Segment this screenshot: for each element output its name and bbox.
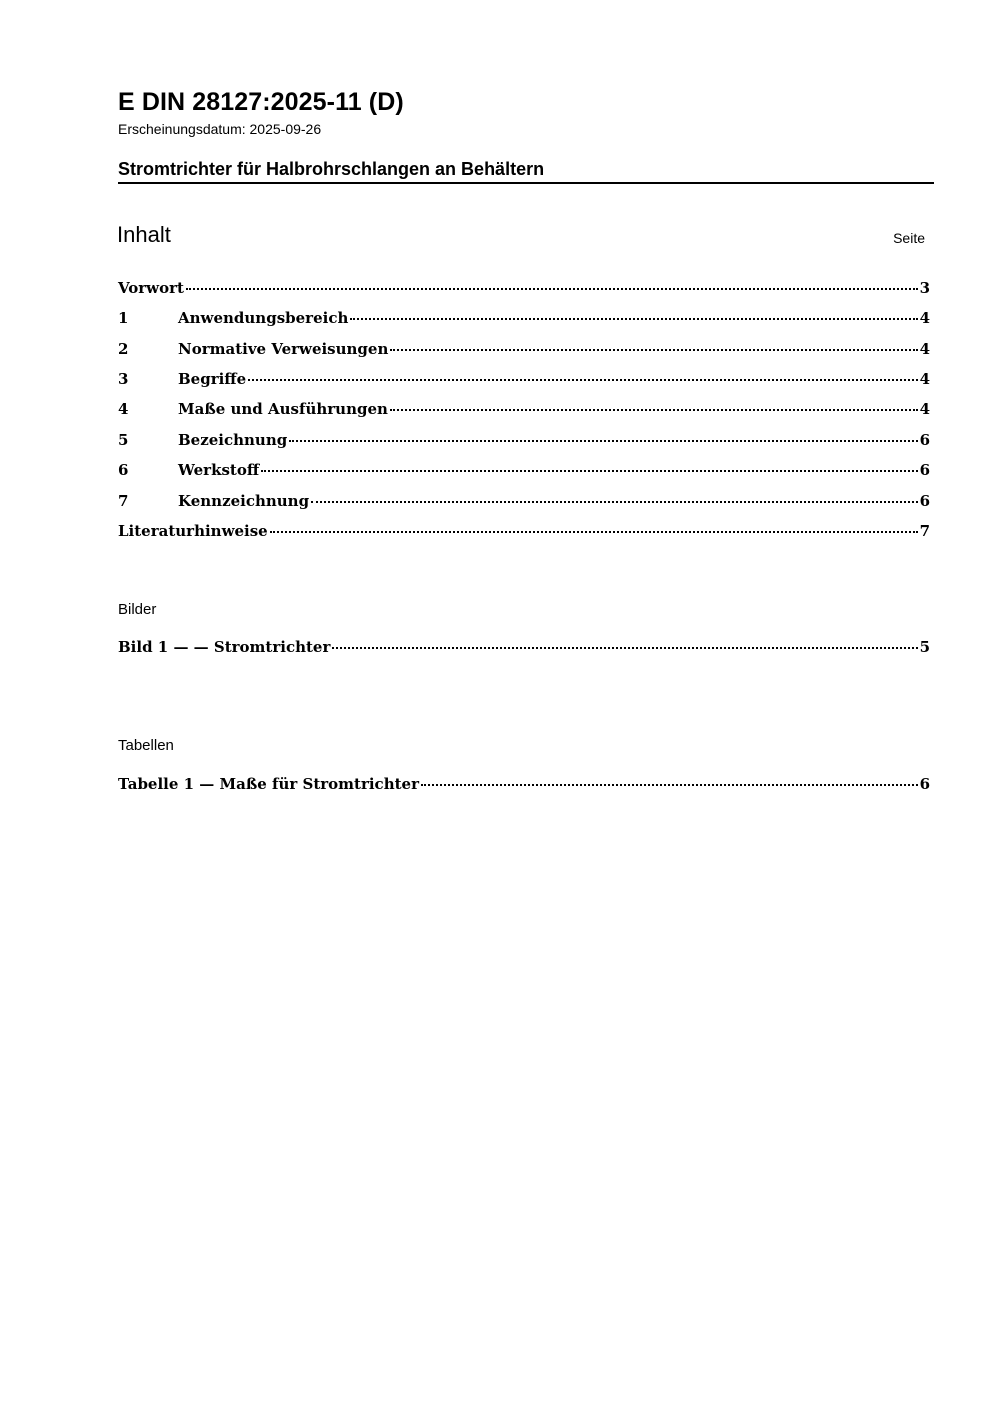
figure-entry[interactable] <box>118 638 930 660</box>
toc-entry-number: 2 <box>118 340 129 358</box>
toc-entry-number: 3 <box>118 370 129 388</box>
tables-section-label: Tabellen <box>118 737 174 754</box>
table-entry[interactable] <box>118 775 930 797</box>
toc-entry-text: Literaturhinweise <box>118 522 268 540</box>
page-column-label: Seite <box>893 230 925 246</box>
toc-entry-text: Kennzeichnung <box>178 492 310 510</box>
toc-entry[interactable] <box>118 492 930 514</box>
toc-entry-number: 1 <box>118 309 129 327</box>
toc-entry[interactable] <box>118 340 930 362</box>
toc-entry[interactable] <box>118 400 930 422</box>
toc-entry-page: 4 <box>919 340 930 358</box>
toc-entry-number: 7 <box>118 492 129 510</box>
leader-dots <box>311 501 917 503</box>
document-title: Stromtrichter für Halbrohrschlangen an Behältern <box>118 159 545 179</box>
leader-dots <box>390 349 917 351</box>
toc-heading: Inhalt <box>117 222 171 247</box>
leader-dots <box>350 318 917 320</box>
toc-entry-page: 6 <box>919 461 930 479</box>
issue-date: Erscheinungsdatum: 2025-09-26 <box>118 121 322 137</box>
toc-entry-page: 6 <box>919 492 930 510</box>
leader-dots <box>289 440 917 442</box>
leader-dots <box>332 647 917 649</box>
toc-entry[interactable] <box>118 522 930 544</box>
title-rule <box>118 182 934 184</box>
toc-entry-text: Werkstoff <box>178 461 260 479</box>
toc-entry-page: 4 <box>919 370 930 388</box>
toc-entry-page: 3 <box>919 279 930 297</box>
toc-entry-text: Vorwort <box>118 279 184 297</box>
figure-entry-text: Bild 1 — — Stromtrichter <box>118 638 331 656</box>
toc-entry-text: Bezeichnung <box>178 431 288 449</box>
toc-entry-text: Begriffe <box>178 370 247 388</box>
toc-entry-page: 4 <box>919 309 930 327</box>
toc-entry[interactable] <box>118 461 930 483</box>
table-entry-page: 6 <box>919 775 930 793</box>
toc-entry[interactable] <box>118 309 930 331</box>
leader-dots <box>270 531 918 533</box>
toc-entry-number: 5 <box>118 431 129 449</box>
leader-dots <box>421 784 918 786</box>
toc-entry-page: 6 <box>919 431 930 449</box>
toc-entry-number: 6 <box>118 461 129 479</box>
toc-entry[interactable] <box>118 431 930 453</box>
leader-dots <box>186 288 918 290</box>
toc-entry-number: 4 <box>118 400 129 418</box>
toc-entry[interactable] <box>118 370 930 392</box>
table-entry-text: Tabelle 1 — Maße für Stromtrichter <box>118 775 419 793</box>
leader-dots <box>261 470 917 472</box>
leader-dots <box>248 379 917 381</box>
leader-dots <box>390 409 918 411</box>
document-id: E DIN 28127:2025-11 (D) <box>118 88 404 116</box>
toc-entry-page: 4 <box>919 400 930 418</box>
figure-entry-page: 5 <box>919 638 930 656</box>
toc-entry-text: Maße und Ausführungen <box>178 400 388 418</box>
figures-section-label: Bilder <box>118 601 157 618</box>
toc-entry[interactable] <box>118 279 930 301</box>
toc-entry-page: 7 <box>919 522 930 540</box>
toc-entry-text: Normative Verweisungen <box>178 340 389 358</box>
toc-entry-text: Anwendungsbereich <box>178 309 349 327</box>
